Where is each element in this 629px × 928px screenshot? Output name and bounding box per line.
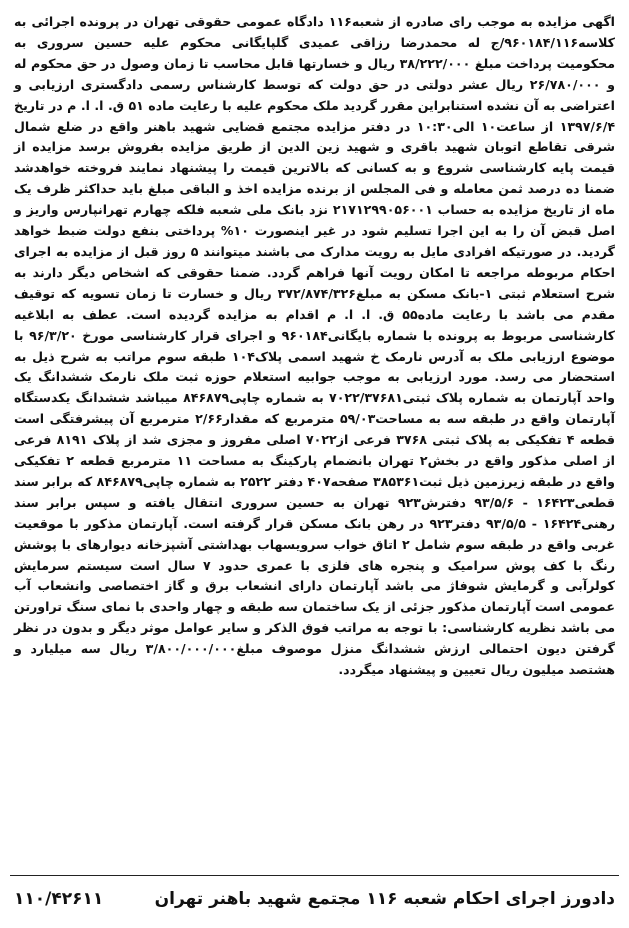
notice-code: ۱۱۰/۴۲۶۱۱ [14,889,104,909]
notice-footer [14,882,615,916]
notice-body-text: اگهی مزایده به موجب رای صادره از شعبه۱۱۶ دادگاه عمومی حقوقی تهران در پرونده اجرائی به کلاسه۹۶۰۱۸۴/۱۱۶/ج له محمدرضا رزاقی عمیدی گلپایگانی محکوم علیه حسین سروری به محکومیت پرداخت مبلغ ۳۸/۲۲۲/۰۰۰ ریال و خسارتها قابل محاسب تا زمان وصول در حق محکوم له و ۲۶/۷۸۰/۰۰۰ ریال عشر دولتی در حق دولت که توسط کارشناس رسمی دادگستری ارزیابی و اعتراضی به آن نشده استنابراین مقرر گردید ملک محکوم علیه با رعایت ماده ۵۱ ق. ا. ا. م در تاریخ ۱۳۹۷/۶/۴ از ساعت۱۰ الی۱۰:۳۰ در دفتر مزایده مجتمع قضایی شهید باهنر واقع در ضلع شمال شرقی تقاطع اتوبان شهید باقری و شهید زین الدین از طریق مزایده بفروش برسد مزایده از قیمت پایه کارشناسی شروع و به کسانی که بالاترین قیمت را پیشنهاد نمایند فروخته خواهدشد ضمنا ده درصد ثمن معامله و فی المجلس از برنده مزایده اخذ و الباقی مبلغ باید حداکثر ظرف یک ماه از تاریخ مزایده به حساب ۲۱۷۱۲۹۹۰۵۶۰۰۱ نزد بانک ملی شعبه فلکه چهارم تهرانپارس واریز و اصل قبض آن را به این اجرا تسلیم شود در غیر اینصورت ۱۰% پرداختی بنفع دولت ضبط خواهد گردید. در صورتیکه افرادی مایل به رویت مدارک می باشند میتوانند ۵ روز قبل از مزایده به اجرای احکام مربوطه مراجعه تا امکان رویت آنها فراهم گردد. ضمنا حقوقی که اشخاص دیگر دارند به شرح استعلام ثبتی ۱-بانک مسکن به مبلغ۳۷۲/۸۷۴/۳۲۶ ریال و خسارت تا زمان تسویه که توقیف مقدم می باشد با رعایت ماده۵۵ ق. ا. ا. م اقدام به مزایده گردیده است. عطف به ابلاغیه کارشناسی مربوط به پرونده با شماره بایگانی۹۶۰۱۸۴ و اجرای قرار کارشناسی مورخ ۹۶/۳/۲۰ با موضوع ارزیابی ملک به آدرس نارمک خ شهید اسمی پلاک۱۰۴ طبقه سوم مراتب به شرح ذیل به استحضار می رسد. مورد ارزیابی به موجب جوابیه استعلام حوزه ثبت ملک نارمک ششدانگ یک واحد آپارتمان به شماره پلاک ثبتی۷۰۲۲/۳۷۶۸۱ به شماره چاپی۸۴۶۸۷۹ میباشد ششدانگ یکدستگاه آپارتمان واقع در طبقه سه به مساحت۵۹/۰۳ مترمربع که مقدار۲/۶۶ مترمربع آن پیشرفتگی است قطعه ۴ تفکیکی به پلاک ثبتی ۳۷۶۸ فرعی از۷۰۲۲ اصلی مفروز و مجزی شد از پلاک ۸۱۹۱ فرعی از اصلی مذکور واقع در بخش۲ تهران بانضمام پارکینگ به مساحت ۱۱ مترمربع قطعه ۲ تفکیکی واقع در طبقه زیرزمین ذیل ثبت۳۸۵۳۶۱ صفحه۴۰۷ دفتر ۲۵۲۲ به شماره چاپی۸۴۶۸۷۹ که برابر سند قطعی۱۶۴۲۳ - ۹۳/۵/۶ دفترش۹۲۳ تهران به حسین سروری انتقال یافته و سپس برابر سند رهنی۱۶۴۲۴ - ۹۳/۵/۵ دفتر۹۲۳ در رهن بانک مسکن قرار گرفته است. آپارتمان مذکور با موقعیت غربی واقع در طبقه سوم شامل ۲ اتاق خواب سرویسهاب بهداشتی آشپزخانه دیوارهای با پوشش رنگ با کف پوش سرامیک و پنجره های فلزی با عمری حدود ۷ سال است سیستم سرمایش کولرآبی و گرمایش شوفاژ می باشد آپارتمان دارای انشعاب برق و گاز اختصاصی وانشعاب آب عمومی است آپارتمان مذکور جزئی از یک ساختمان سه طبقه و چهار واحدی با نمای سنگ تراورتن می باشد نظریه کارشناسی: با توجه به مراتب فوق الذکر و سایر عوامل موثر دیگر و بدون در نظر گرفتن دیون احتمالی ارزش ششدانگ منزل موصوف مبلغ۳/۸۰۰/۰۰۰/۰۰۰ ریال سه میلیارد و هشتصد میلیون ریال تعیین و پیشنهاد میگردد. [14,14,616,678]
signer-title: دادورز اجرای احکام شعبه ۱۱۶ مجتمع شهید باهنر تهران [154,889,615,909]
signature-divider [10,875,619,876]
